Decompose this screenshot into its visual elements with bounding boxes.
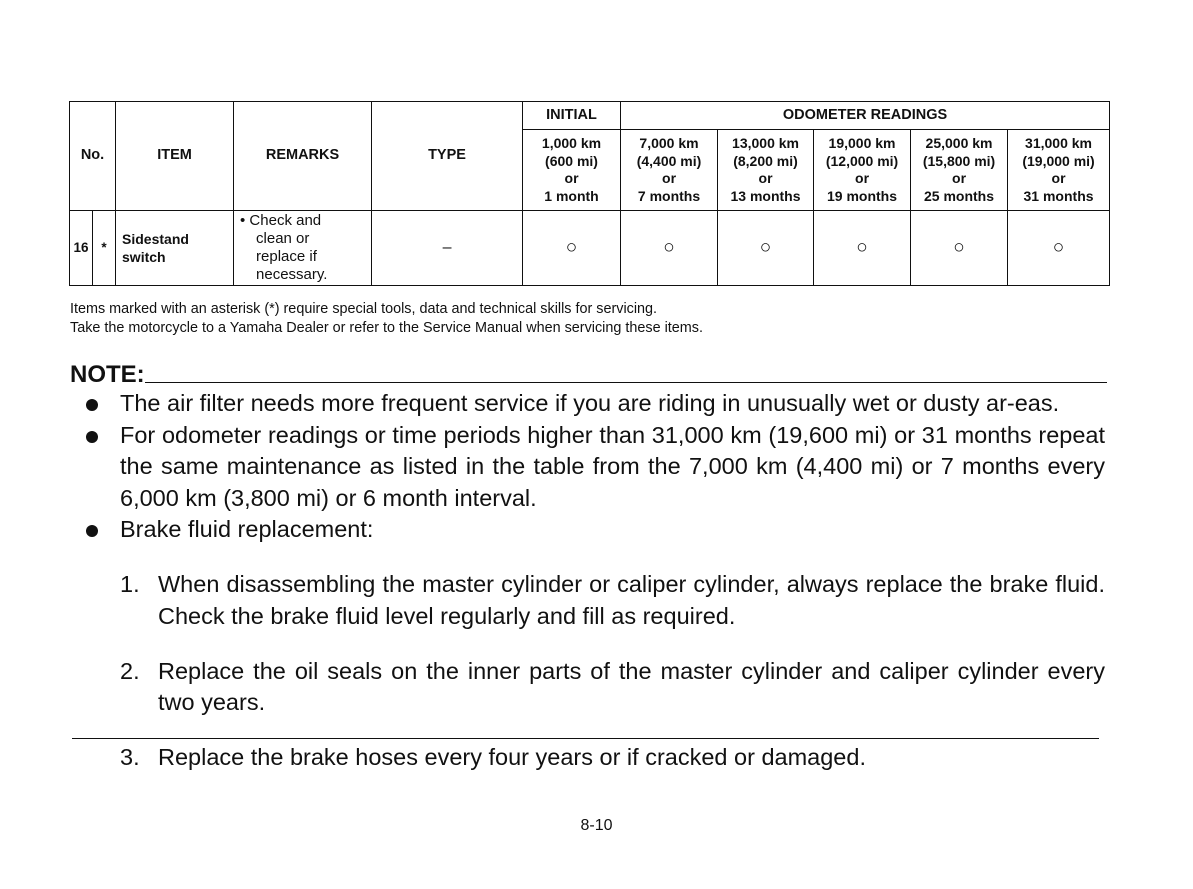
remarks-line: • Check and [240, 212, 322, 229]
interval-km: 1,000 km [541, 135, 602, 151]
step-number: 3. [120, 744, 140, 770]
row-remarks [234, 211, 372, 286]
note-text: The air filter needs more frequent service if you are riding in unusually wet or dusty ar-eas. [120, 390, 1060, 416]
interval-km: 31,000 km [1025, 135, 1092, 151]
interval-mi: (8,200 mi) [733, 152, 798, 169]
item-line: switch [122, 249, 166, 265]
page-number: 8-10 [580, 817, 613, 834]
row-type: – [372, 211, 523, 286]
step-number: 1. [120, 571, 140, 597]
interval-header [523, 130, 621, 211]
interval-header [621, 130, 718, 211]
bullet-icon [86, 525, 98, 537]
interval-mi: (12,000 mi) [825, 152, 899, 169]
interval-header [1008, 130, 1110, 211]
list-item [120, 388, 1105, 420]
header-row-top [70, 102, 1110, 130]
table-row [70, 211, 1110, 286]
list-item [120, 420, 1105, 515]
item-line: Sidestand [122, 231, 189, 247]
interval-mi: (600 mi) [545, 152, 598, 169]
check-circle-icon: ○ [814, 211, 911, 286]
row-number: 16 [70, 211, 93, 286]
header-type: TYPE [372, 102, 523, 211]
interval-months: 13 months [730, 187, 801, 204]
interval-or: or [1051, 170, 1066, 186]
interval-header [911, 130, 1008, 211]
interval-km: 19,000 km [828, 135, 896, 151]
interval-or: or [855, 170, 870, 186]
interval-months: 31 months [1023, 187, 1094, 204]
check-circle-icon: ○ [621, 211, 718, 286]
note-heading [70, 362, 1107, 388]
interval-months: 1 month [544, 187, 599, 204]
bullet-icon [86, 399, 98, 411]
asterisk-footnote [70, 300, 703, 337]
list-item [120, 514, 1105, 546]
header-initial: INITIAL [523, 102, 621, 130]
interval-mi: (19,000 mi) [1022, 152, 1095, 169]
interval-mi: (15,800 mi) [922, 152, 996, 169]
note-end-rule [72, 738, 1099, 739]
step-text: Replace the oil seals on the inner parts of the master cylinder and caliper cylinder every two years. [158, 657, 1105, 715]
check-circle-icon: ○ [911, 211, 1008, 286]
header-item: ITEM [116, 102, 234, 211]
step-number: 2. [120, 657, 140, 684]
interval-or: or [758, 170, 773, 186]
interval-months: 7 months [637, 187, 701, 204]
interval-or: or [952, 170, 967, 186]
asterisk-mark: * [93, 211, 116, 286]
interval-header [814, 130, 911, 211]
remarks-line: clean or [256, 230, 310, 247]
footnote-line: Take the motorcycle to a Yamaha Dealer or refer to the Service Manual when servicing these items. [70, 319, 703, 336]
header-remarks: REMARKS [234, 102, 372, 211]
interval-months: 19 months [827, 187, 898, 204]
interval-mi: (4,400 mi) [636, 152, 702, 169]
bullet-icon [86, 431, 98, 443]
check-circle-icon: ○ [523, 211, 621, 286]
brake-step [120, 742, 1105, 774]
header-no: No. [70, 102, 116, 211]
interval-km: 13,000 km [732, 135, 799, 151]
remarks-line: replace if [256, 248, 317, 265]
interval-or: or [564, 170, 579, 186]
remarks-line: necessary. [256, 266, 328, 283]
row-item [116, 211, 234, 286]
step-text: When disassembling the master cylinder or caliper cylinder, always replace the brake fluid. Check the brake fluid level regularly and fill as required. [158, 571, 1105, 629]
interval-months: 25 months [924, 187, 995, 204]
note-text: Brake fluid replacement: [120, 516, 374, 542]
note-rule [145, 382, 1107, 383]
brake-step [120, 656, 1105, 719]
brake-step [120, 569, 1105, 632]
step-text: Replace the brake hoses every four years or if cracked or damaged. [158, 744, 866, 770]
header-odometer-readings: ODOMETER READINGS [621, 102, 1110, 130]
interval-or: or [662, 170, 677, 186]
footnote-line: Items marked with an asterisk (*) require special tools, data and technical skills for servicing. [70, 301, 658, 317]
note-list [120, 388, 1105, 797]
interval-km: 7,000 km [639, 135, 699, 151]
check-circle-icon: ○ [718, 211, 814, 286]
maintenance-schedule-table [69, 101, 1110, 286]
check-circle-icon: ○ [1008, 211, 1110, 286]
interval-header [718, 130, 814, 211]
note-text: For odometer readings or time periods higher than 31,000 km (19,600 mi) or 31 months repeat the same maintenance as listed in the table from the 7,000 km (4,400 mi) or 7 months every 6,000 km (3,800 mi) or 6 month interval. [120, 421, 1105, 511]
note-title: NOTE: [70, 361, 145, 388]
interval-km: 25,000 km [925, 135, 993, 151]
